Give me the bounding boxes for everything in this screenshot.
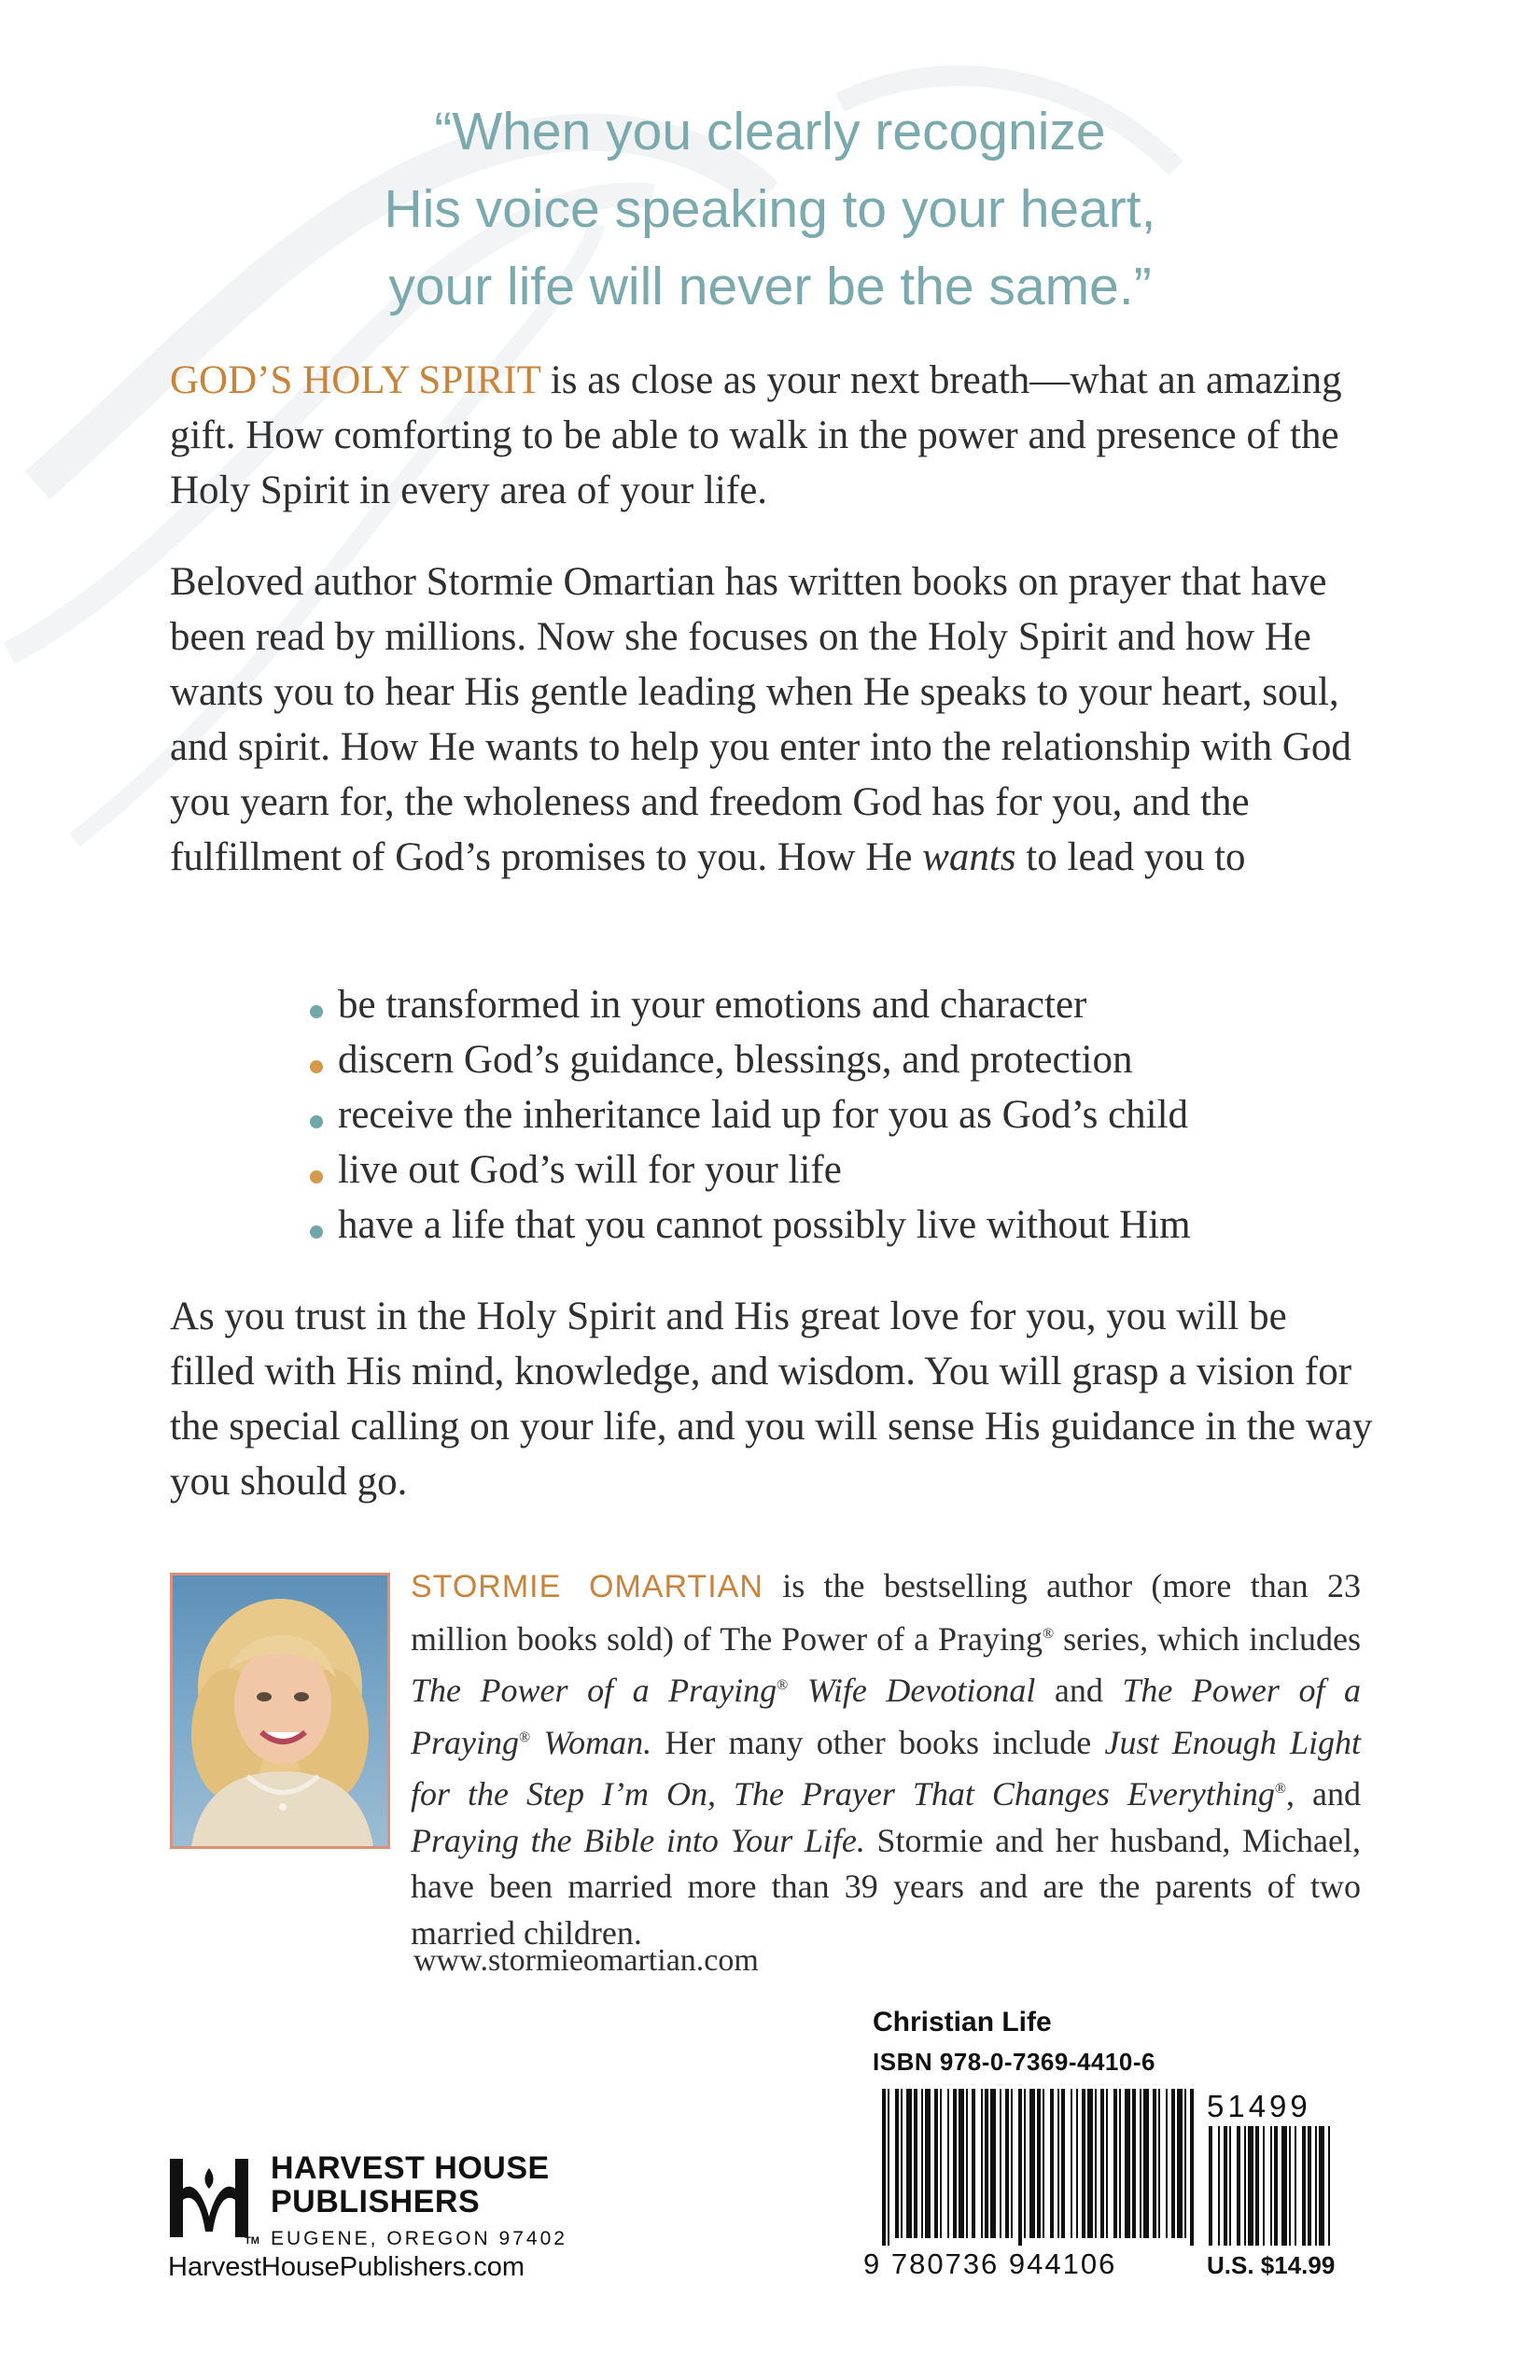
quote-line-2: His voice speaking to your heart, [384,179,1156,239]
bullet-dot [310,1115,323,1128]
description-paragraph [170,554,1374,885]
closing-paragraph: As you trust in the Holy Spirit and His great love for you, you will be filled with His mind, knowledge, and wisdom. You will grasp a vision for the special calling on your life, and you will sense His guidance in the way you should go. [170,1295,1373,1504]
list-item: be transformed in your emotions and character [308,977,1191,1032]
book-category: Christian Life [873,2007,1052,2037]
publisher-website[interactable]: HarvestHousePublishers.com [168,2252,525,2282]
bullet-dot [310,1170,323,1183]
intro-lead: GOD’S HOLY SPIRIT [170,358,541,402]
price-label: U.S. $14.99 [1207,2251,1336,2279]
list-item: receive the inheritance laid up for you as God’s child [308,1087,1191,1142]
intro-paragraph [170,353,1374,518]
benefits-list [308,977,1191,1253]
bullet-dot [310,1005,323,1018]
list-item: discern God’s guidance, blessings, and protection [308,1032,1191,1087]
list-item: live out God’s will for your life [308,1142,1191,1197]
quote-line-3: your life will never be the same.” [388,257,1152,316]
author-website[interactable]: www.stormieomartian.com [413,1943,759,1978]
publisher-name: HARVEST HOUSE PUBLISHERS [271,2150,550,2219]
author-name: STORMIE OMARTIAN [411,1569,763,1604]
para2-text-before: Beloved author Stormie Omartian has written books on prayer that have been read by millions. Now she focuses on the Holy Spirit and how He wants you to hear His gentle leading when He speaks to your heart, soul, and spirit. How He wants to help you enter into the relationship with God you yearn for, the wholeness and freedom God has for you, and the fulfillment of God’s promises to you. How He [170,560,1351,879]
trademark-mark: TM [245,2235,259,2247]
bullet-dot [310,1060,323,1073]
list-item: have a life that you cannot possibly live without Him [308,1197,1191,1253]
publisher-logo-icon [168,2151,252,2245]
para2-emphasis: wants [922,835,1016,879]
bullet-dot [310,1225,323,1239]
intro-text: is as close as your next breath—what an amazing gift. How comforting to be able to walk in the power and presence of the Holy Spirit in every area of your life. [170,358,1342,512]
author-bio: STORMIE OMARTIAN is the bestselling author (more than 23 million books sold) of The Power of a Praying® series, which includes The Power of a Praying® Wife Devotional and The Power of a Praying® Woman. Her many other books include Just Enough Light for the Step I’m On, The Prayer That Changes Everything®, and Praying the Bible into Your Life. Stormie and her husband, Michael, have been married more than 39 years and are the parents of two married children. [411,1567,1362,1952]
quote-line-1: “When you clearly recognize [434,102,1106,161]
pull-quote [0,93,1540,326]
isbn-text: ISBN 978-0-7369-4410-6 [873,2048,1155,2076]
addon-digits: 51499 [1207,2089,1311,2123]
author-photo [170,1573,390,1849]
publisher-block [168,2151,616,2282]
barcode-digits: 9 780736 944106 [863,2247,1117,2280]
barcode-block [863,2007,1349,2287]
para2-text-after: to lead you to [1015,835,1246,879]
publisher-location: EUGENE, OREGON 97402 [271,2228,567,2249]
